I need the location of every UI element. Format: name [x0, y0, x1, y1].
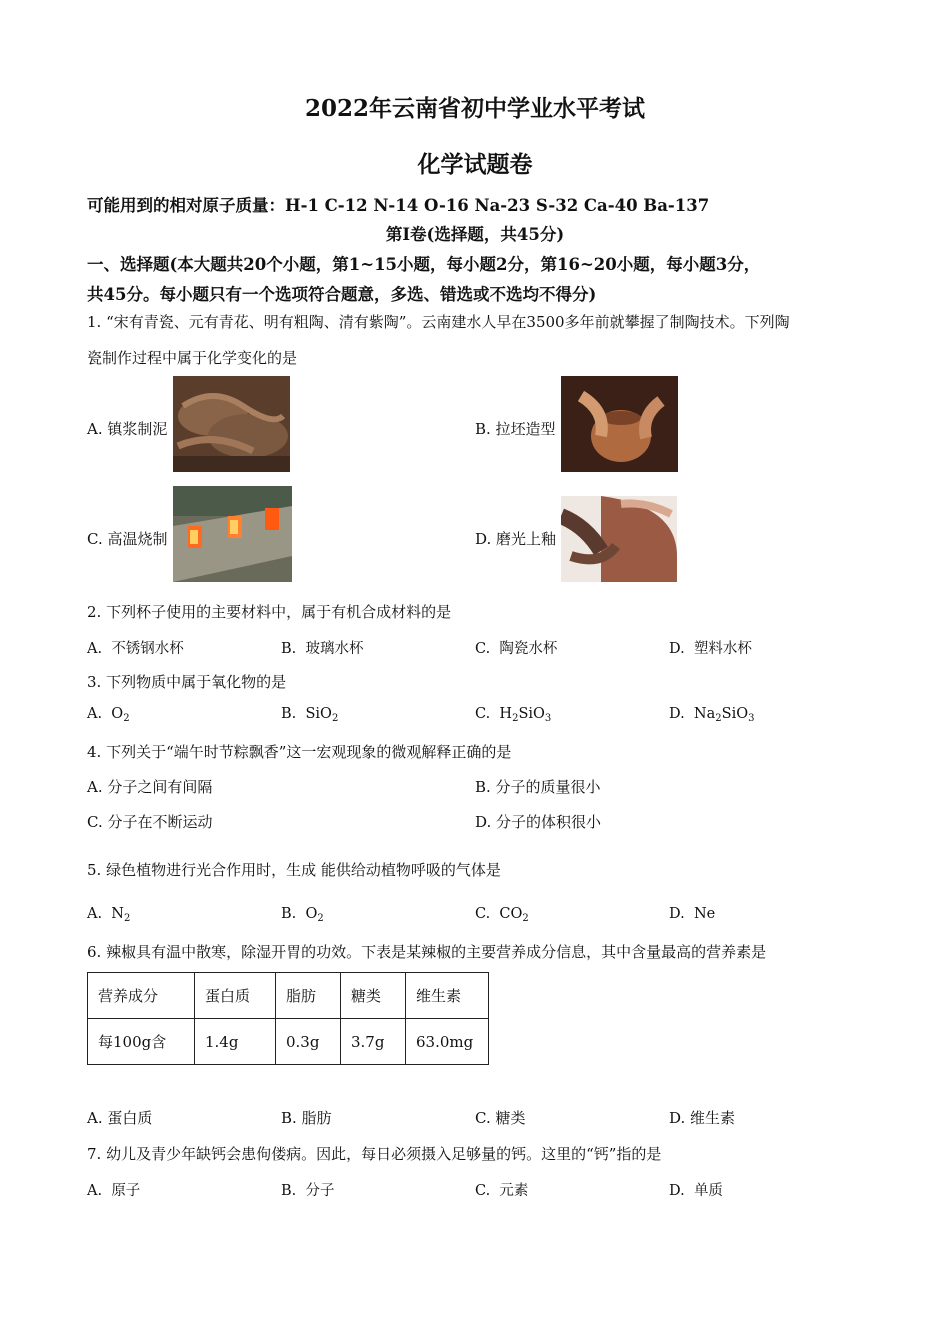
q1-image-a — [173, 376, 290, 472]
q1-option-b: B. 拉坯造型 — [475, 420, 556, 438]
table-cell: 维生素 — [406, 973, 489, 1019]
table-header-row — [88, 973, 489, 1019]
q2-stem: 2. 下列杯子使用的主要材料中，属于有机合成材料的是 — [87, 603, 452, 621]
table-row — [88, 1019, 489, 1065]
q3-option-b: B. SiO$_2$ — [281, 706, 339, 724]
q5-stem: 5. 绿色植物进行光合作用时，生成 能供给动植物呼吸的气体是 — [87, 861, 501, 879]
q6-option-c: C. 糖类 — [475, 1109, 526, 1127]
table-cell: 1.4g — [195, 1019, 276, 1065]
q5-option-b: B. $O_2$ — [281, 906, 324, 924]
q3-option-c: C. $H_2SiO_3$ — [475, 706, 552, 724]
q5-option-c: C. $CO_2$ — [475, 906, 529, 924]
q6-option-d: D. 维生素 — [669, 1109, 736, 1127]
q7-option-c: C. 元素 — [475, 1183, 529, 1199]
q1-image-c — [173, 486, 292, 582]
q4-option-c: C. 分子在不断运动 — [87, 813, 213, 831]
q7-option-b: B. 分子 — [281, 1183, 335, 1199]
q1-option-a: A. 镇浆制泥 — [87, 420, 168, 438]
table-cell: 糖类 — [341, 973, 406, 1019]
q3-option-d: D. $Na_2SiO_3$ — [669, 706, 755, 724]
q1-image-b — [561, 376, 678, 472]
q2-option-a: A. 不锈钢水杯 — [87, 641, 184, 657]
q3-option-a: A. $O_2$ — [87, 706, 130, 724]
q4-option-b: B. 分子的质量很小 — [475, 778, 601, 796]
q7-option-d: D. 单质 — [669, 1183, 723, 1199]
q7-stem: 7. 幼儿及青少年缺钙会患佝偻病。因此，每日必须摄入足够量的钙。这里的“钙”指的是 — [87, 1145, 662, 1163]
atomic-mass-line: 可能用到的相对原子质量：H-1 C-12 N-14 O-16 Na-23 S-32 Ca-40 Ba-137 — [87, 196, 710, 215]
table-cell: 3.7g — [341, 1019, 406, 1065]
table-cell: 脂肪 — [276, 973, 341, 1019]
table-cell: 0.3g — [276, 1019, 341, 1065]
q4-option-a: A. 分子之间有间隔 — [87, 778, 213, 796]
q6-option-b: B. 脂肪 — [281, 1109, 332, 1127]
table-cell: 63.0mg — [406, 1019, 489, 1065]
q4-stem: 4. 下列关于“端午时节粽飘香”这一宏观现象的微观解释正确的是 — [87, 743, 512, 761]
q1-option-c: C. 高温烧制 — [87, 530, 168, 548]
table-cell: 蛋白质 — [195, 973, 276, 1019]
q6-stem: 6. 辣椒具有温中散寒，除湿开胃的功效。下表是某辣椒的主要营养成分信息，其中含量最高的营养素是 — [87, 943, 767, 961]
volume-label: 第Ⅰ卷(选择题，共45分) — [385, 225, 565, 244]
q1-image-d — [561, 496, 677, 582]
q4-option-d: D. 分子的体积很小 — [475, 813, 602, 831]
q1-option-d: D. 磨光上釉 — [475, 530, 557, 548]
section-instructions-1: 一、选择题(本大题共20个小题，第1~15小题，每小题2分，第16~20小题，每小题3分， — [87, 255, 761, 274]
q5-option-a: A. $N_2$ — [87, 906, 131, 924]
q6-option-a: A. 蛋白质 — [87, 1109, 153, 1127]
q5-option-d: D. Ne — [669, 906, 716, 922]
q2-option-d: D. 塑料水杯 — [669, 641, 752, 657]
q2-option-c: C. 陶瓷水杯 — [475, 641, 558, 657]
q2-option-b: B. 玻璃水杯 — [281, 641, 364, 657]
nutrition-table — [87, 972, 489, 1065]
q7-option-a: A. 原子 — [87, 1183, 141, 1199]
exam-subtitle: 化学试题卷 — [417, 151, 533, 178]
exam-title: 2022年云南省初中学业水平考试 — [304, 95, 645, 122]
table-cell: 每100g含 — [88, 1019, 195, 1065]
section-instructions-2: 共45分。每小题只有一个选项符合题意，多选、错选或不选均不得分) — [87, 285, 597, 304]
q1-stem-line1: 1. “宋有青瓷、元有青花、明有粗陶、清有紫陶”。云南建水人早在3500多年前就攀握了制陶技术。下列陶 — [87, 313, 790, 331]
q3-stem: 3. 下列物质中属于氧化物的是 — [87, 673, 287, 691]
q1-stem-line2: 瓷制作过程中属于化学变化的是 — [87, 349, 298, 367]
table-cell: 营养成分 — [88, 973, 195, 1019]
